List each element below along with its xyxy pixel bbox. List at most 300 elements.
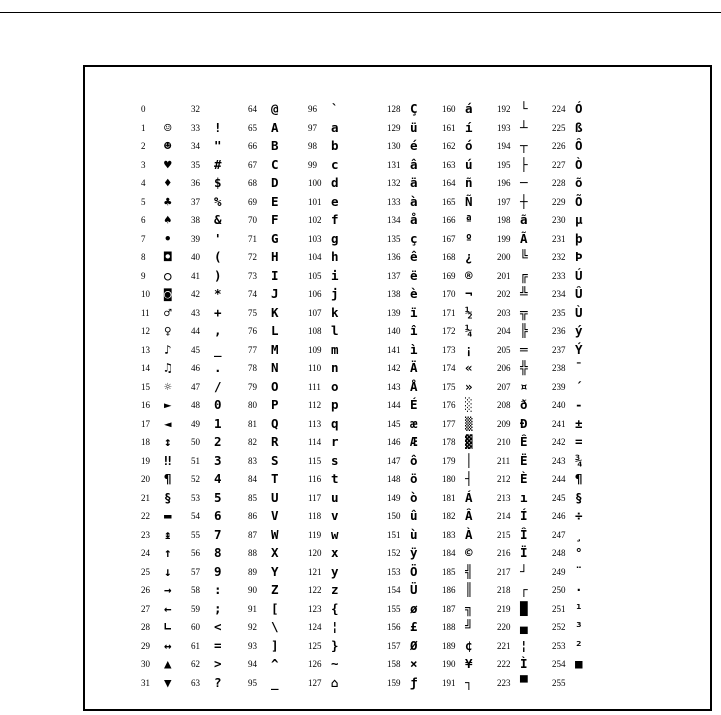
code-glyph: ☻ — [164, 138, 172, 153]
header-rule — [0, 12, 721, 13]
code-glyph: Û — [575, 286, 583, 301]
code-glyph: ¯ — [575, 360, 583, 375]
code-row — [308, 581, 372, 600]
code-number: 36 — [191, 178, 200, 188]
code-row — [248, 285, 312, 304]
code-number: 132 — [387, 178, 401, 188]
code-number: 166 — [442, 215, 456, 225]
code-glyph: µ — [575, 212, 583, 227]
code-number: 163 — [442, 159, 456, 170]
code-glyph: a — [331, 119, 339, 135]
code-glyph: © — [465, 545, 473, 560]
code-glyph: ▬ — [164, 508, 172, 523]
code-row — [552, 433, 616, 452]
code-row — [552, 267, 616, 286]
code-glyph: B — [271, 138, 279, 153]
code-row — [552, 415, 616, 434]
code-number: 121 — [308, 566, 322, 577]
code-number: 244 — [552, 474, 566, 484]
code-number: 222 — [497, 659, 511, 669]
code-glyph: º — [465, 230, 473, 246]
code-number: 219 — [497, 603, 511, 614]
code-glyph: ♠ — [164, 212, 172, 227]
code-number: 100 — [308, 178, 322, 188]
code-glyph: Ù — [575, 304, 583, 320]
code-number: 79 — [248, 381, 257, 392]
code-row — [308, 267, 372, 286]
code-number: 130 — [387, 141, 401, 151]
code-row — [191, 174, 255, 193]
code-number: 16 — [141, 400, 150, 410]
code-number: 141 — [387, 344, 401, 355]
code-glyph: h — [331, 249, 339, 264]
code-row — [191, 378, 255, 397]
code-number: 68 — [248, 178, 257, 188]
code-glyph: ð — [520, 397, 528, 412]
code-number: 179 — [442, 455, 456, 466]
code-glyph: : — [214, 582, 222, 597]
code-glyph: & — [214, 212, 222, 227]
code-glyph: Q — [271, 415, 279, 431]
code-glyph: [ — [271, 600, 279, 616]
code-number: 203 — [497, 307, 511, 318]
code-number: 115 — [308, 455, 322, 466]
code-number: 175 — [442, 381, 456, 392]
code-row — [191, 100, 255, 119]
code-glyph: à — [410, 193, 418, 209]
code-row — [248, 489, 312, 508]
code-number: 211 — [497, 455, 511, 466]
code-number: 114 — [308, 437, 322, 447]
code-row — [248, 100, 312, 119]
code-glyph: $ — [214, 175, 222, 190]
code-glyph: ◄ — [164, 415, 172, 431]
code-number: 92 — [248, 622, 257, 632]
code-number: 253 — [552, 640, 566, 651]
code-row — [308, 674, 372, 693]
code-row — [552, 396, 616, 415]
code-number: 214 — [497, 511, 511, 521]
code-number: 234 — [552, 289, 566, 299]
code-glyph: M — [271, 341, 279, 357]
code-row — [248, 119, 312, 138]
code-glyph: s — [331, 452, 339, 468]
code-glyph: ¬ — [465, 286, 473, 301]
code-glyph: V — [271, 508, 279, 523]
code-number: 246 — [552, 511, 566, 521]
code-glyph: i — [331, 267, 339, 283]
code-number: 247 — [552, 529, 566, 540]
code-glyph: ♣ — [164, 193, 172, 209]
code-glyph: 6 — [214, 508, 222, 523]
code-number: 195 — [497, 159, 511, 170]
code-row — [248, 470, 312, 489]
code-row — [248, 211, 312, 230]
code-number: 62 — [191, 659, 200, 669]
code-number: 37 — [191, 196, 200, 207]
code-number: 3 — [141, 159, 146, 170]
code-glyph: ⌂ — [331, 674, 339, 690]
code-number: 78 — [248, 363, 257, 373]
code-glyph: g — [331, 230, 339, 246]
code-glyph: ¹ — [575, 600, 583, 616]
code-glyph: · — [575, 582, 583, 597]
code-number: 173 — [442, 344, 456, 355]
code-row — [308, 230, 372, 249]
code-row — [191, 600, 255, 619]
code-glyph: é — [410, 138, 418, 153]
code-glyph: ┼ — [520, 193, 528, 209]
code-row — [248, 267, 312, 286]
code-glyph: W — [271, 526, 279, 542]
code-number: 24 — [141, 548, 150, 558]
code-glyph: █ — [520, 600, 528, 616]
code-number: 73 — [248, 270, 257, 281]
code-row — [191, 581, 255, 600]
code-glyph: G — [271, 230, 279, 246]
code-row — [248, 563, 312, 582]
code-number: 168 — [442, 252, 456, 262]
code-glyph: ` — [331, 101, 339, 116]
code-glyph: Ú — [575, 267, 583, 283]
code-number: 147 — [387, 455, 401, 466]
code-number: 188 — [442, 622, 456, 632]
code-number: 157 — [387, 640, 401, 651]
code-row — [191, 285, 255, 304]
code-number: 232 — [552, 252, 566, 262]
code-number: 125 — [308, 640, 322, 651]
code-glyph: ¼ — [465, 323, 473, 338]
code-glyph: Z — [271, 582, 279, 597]
code-glyph: ® — [465, 267, 473, 283]
code-row — [191, 415, 255, 434]
code-number: 156 — [387, 622, 401, 632]
code-glyph: k — [331, 304, 339, 320]
code-number: 14 — [141, 363, 150, 373]
code-glyph: ↨ — [164, 526, 172, 542]
code-number: 108 — [308, 326, 322, 336]
code-glyph: ○ — [164, 267, 172, 283]
code-number: 189 — [442, 640, 456, 651]
code-row — [191, 137, 255, 156]
code-number: 248 — [552, 548, 566, 558]
code-number: 251 — [552, 603, 566, 614]
code-glyph: ù — [410, 526, 418, 542]
code-glyph: Ö — [410, 563, 418, 579]
code-number: 174 — [442, 363, 456, 373]
code-row — [191, 507, 255, 526]
code-number: 206 — [497, 363, 511, 373]
code-number: 119 — [308, 529, 322, 540]
code-number: 230 — [552, 215, 566, 225]
code-glyph: ~ — [331, 656, 339, 671]
code-glyph: ■ — [575, 656, 583, 671]
code-number: 59 — [191, 603, 200, 614]
code-number: 101 — [308, 196, 322, 207]
code-number: 0 — [141, 104, 146, 114]
code-row — [308, 600, 372, 619]
code-glyph: ý — [575, 323, 583, 338]
code-row — [308, 304, 372, 323]
code-number: 54 — [191, 511, 200, 521]
code-number: 241 — [552, 418, 566, 429]
code-glyph: Ã — [520, 230, 528, 246]
code-glyph: ♦ — [164, 175, 172, 190]
code-number: 160 — [442, 104, 456, 114]
code-glyph: ° — [575, 545, 583, 560]
code-glyph: ╩ — [520, 286, 528, 301]
code-row — [552, 341, 616, 360]
code-number: 84 — [248, 474, 257, 484]
code-glyph: ► — [164, 397, 172, 412]
code-glyph: À — [465, 526, 473, 542]
code-row — [552, 526, 616, 545]
code-number: 221 — [497, 640, 511, 651]
code-glyph: ¶ — [575, 471, 583, 486]
code-number: 85 — [248, 492, 257, 503]
code-glyph: ╚ — [520, 249, 528, 264]
code-row — [248, 174, 312, 193]
code-glyph: ñ — [465, 175, 473, 190]
code-row — [308, 507, 372, 526]
code-row — [191, 489, 255, 508]
code-row — [308, 452, 372, 471]
code-glyph: 2 — [214, 434, 222, 449]
code-glyph: Á — [465, 489, 473, 505]
code-row — [248, 600, 312, 619]
code-glyph: » — [465, 378, 473, 394]
code-number: 40 — [191, 252, 200, 262]
code-number: 139 — [387, 307, 401, 318]
code-row — [191, 452, 255, 471]
code-glyph: e — [331, 193, 339, 209]
code-glyph: ¶ — [164, 471, 172, 486]
code-number: 81 — [248, 418, 257, 429]
code-glyph: £ — [410, 619, 418, 634]
code-row — [552, 211, 616, 230]
code-row — [308, 563, 372, 582]
code-number: 191 — [442, 677, 456, 688]
code-glyph: ! — [214, 119, 222, 135]
code-number: 58 — [191, 585, 200, 595]
code-number: 47 — [191, 381, 200, 392]
code-glyph: { — [331, 600, 339, 616]
code-number: 167 — [442, 233, 456, 244]
code-number: 209 — [497, 418, 511, 429]
code-glyph: ◙ — [164, 286, 172, 301]
code-glyph: z — [331, 582, 339, 597]
code-number: 60 — [191, 622, 200, 632]
code-glyph: @ — [271, 101, 279, 116]
code-number: 165 — [442, 196, 456, 207]
code-number: 64 — [248, 104, 257, 114]
code-glyph: ú — [465, 156, 473, 172]
code-glyph: Ò — [575, 156, 583, 172]
code-number: 46 — [191, 363, 200, 373]
code-number: 6 — [141, 215, 146, 225]
code-glyph: m — [331, 341, 339, 357]
code-number: 88 — [248, 548, 257, 558]
code-number: 133 — [387, 196, 401, 207]
code-number: 226 — [552, 141, 566, 151]
code-glyph: Î — [520, 526, 528, 542]
code-row — [248, 618, 312, 637]
code-glyph: ▄ — [520, 619, 528, 634]
code-glyph: ├ — [520, 156, 528, 172]
code-number: 93 — [248, 640, 257, 651]
code-number: 192 — [497, 104, 511, 114]
code-glyph: " — [214, 138, 222, 153]
code-number: 128 — [387, 104, 401, 114]
code-glyph: Å — [410, 378, 418, 394]
code-number: 186 — [442, 585, 456, 595]
code-number: 204 — [497, 326, 511, 336]
code-row — [191, 526, 255, 545]
code-glyph: F — [271, 212, 279, 227]
code-glyph: ▲ — [164, 656, 172, 671]
code-number: 23 — [141, 529, 150, 540]
code-number: 111 — [308, 381, 321, 392]
code-number: 243 — [552, 455, 566, 466]
code-number: 8 — [141, 252, 146, 262]
code-number: 176 — [442, 400, 456, 410]
code-number: 53 — [191, 492, 200, 503]
code-glyph: * — [214, 286, 222, 301]
code-glyph: t — [331, 471, 339, 486]
code-glyph: l — [331, 323, 339, 338]
code-number: 28 — [141, 622, 150, 632]
code-number: 213 — [497, 492, 511, 503]
code-number: 32 — [191, 104, 200, 114]
code-row — [248, 637, 312, 656]
code-number: 245 — [552, 492, 566, 503]
code-row — [191, 156, 255, 175]
code-number: 83 — [248, 455, 257, 466]
code-number: 113 — [308, 418, 322, 429]
code-number: 137 — [387, 270, 401, 281]
code-row — [552, 452, 616, 471]
code-row — [308, 248, 372, 267]
code-number: 107 — [308, 307, 322, 318]
code-number: 27 — [141, 603, 150, 614]
code-column — [308, 100, 372, 692]
code-row — [248, 156, 312, 175]
code-row — [248, 415, 312, 434]
code-number: 150 — [387, 511, 401, 521]
code-glyph: ╔ — [520, 267, 528, 283]
code-number: 102 — [308, 215, 322, 225]
code-glyph: ▼ — [164, 674, 172, 690]
code-row — [308, 470, 372, 489]
code-glyph: ì — [410, 341, 418, 357]
code-row — [552, 489, 616, 508]
code-row — [248, 248, 312, 267]
code-number: 86 — [248, 511, 257, 521]
code-number: 63 — [191, 677, 200, 688]
code-number: 181 — [442, 492, 456, 503]
code-number: 123 — [308, 603, 322, 614]
code-number: 184 — [442, 548, 456, 558]
code-number: 75 — [248, 307, 257, 318]
code-number: 51 — [191, 455, 200, 466]
code-number: 120 — [308, 548, 322, 558]
code-row — [552, 563, 616, 582]
code-glyph: f — [331, 212, 339, 227]
code-row — [191, 655, 255, 674]
code-row — [191, 618, 255, 637]
code-glyph: ☺ — [164, 119, 172, 135]
code-row — [191, 470, 255, 489]
code-glyph: ^ — [271, 656, 279, 671]
code-glyph: ë — [410, 267, 418, 283]
code-glyph: - — [575, 397, 583, 412]
code-number: 155 — [387, 603, 401, 614]
character-table-frame — [83, 65, 712, 711]
code-glyph: ƒ — [410, 674, 418, 690]
code-glyph: ↔ — [164, 637, 172, 653]
code-row — [191, 230, 255, 249]
code-glyph: ☼ — [164, 378, 172, 394]
code-column — [248, 100, 312, 692]
code-glyph: ä — [410, 175, 418, 190]
code-row — [308, 137, 372, 156]
code-row — [552, 618, 616, 637]
code-number: 182 — [442, 511, 456, 521]
code-glyph: ï — [410, 304, 418, 320]
code-row — [248, 304, 312, 323]
code-number: 95 — [248, 677, 257, 688]
code-glyph: ü — [410, 119, 418, 135]
code-number: 97 — [308, 122, 317, 133]
code-number: 70 — [248, 215, 257, 225]
code-glyph: ¦ — [520, 637, 528, 653]
code-glyph: ¥ — [465, 656, 473, 671]
code-glyph: E — [271, 193, 279, 209]
code-glyph: Ï — [520, 545, 528, 560]
code-glyph: § — [575, 489, 583, 505]
code-number: 124 — [308, 622, 322, 632]
code-number: 131 — [387, 159, 401, 170]
code-glyph: c — [331, 156, 339, 172]
code-number: 240 — [552, 400, 566, 410]
code-number: 196 — [497, 178, 511, 188]
code-number: 129 — [387, 122, 401, 133]
code-glyph: % — [214, 193, 222, 209]
code-number: 65 — [248, 122, 257, 133]
code-glyph: ½ — [465, 304, 473, 320]
code-row — [248, 674, 312, 693]
code-glyph: ▀ — [520, 674, 528, 690]
code-row — [308, 526, 372, 545]
code-glyph: ▒ — [465, 415, 473, 431]
code-number: 50 — [191, 437, 200, 447]
code-glyph: Ý — [575, 341, 583, 357]
code-number: 105 — [308, 270, 322, 281]
code-row — [248, 526, 312, 545]
code-row — [308, 655, 372, 674]
code-row — [248, 581, 312, 600]
code-number: 146 — [387, 437, 401, 447]
code-glyph: Ì — [520, 656, 528, 671]
code-glyph: o — [331, 378, 339, 394]
code-row — [191, 674, 255, 693]
code-number: 21 — [141, 492, 150, 503]
code-number: 89 — [248, 566, 257, 577]
code-glyph: ▓ — [465, 434, 473, 449]
code-number: 22 — [141, 511, 150, 521]
code-glyph: ² — [575, 637, 583, 653]
code-glyph: X — [271, 545, 279, 560]
